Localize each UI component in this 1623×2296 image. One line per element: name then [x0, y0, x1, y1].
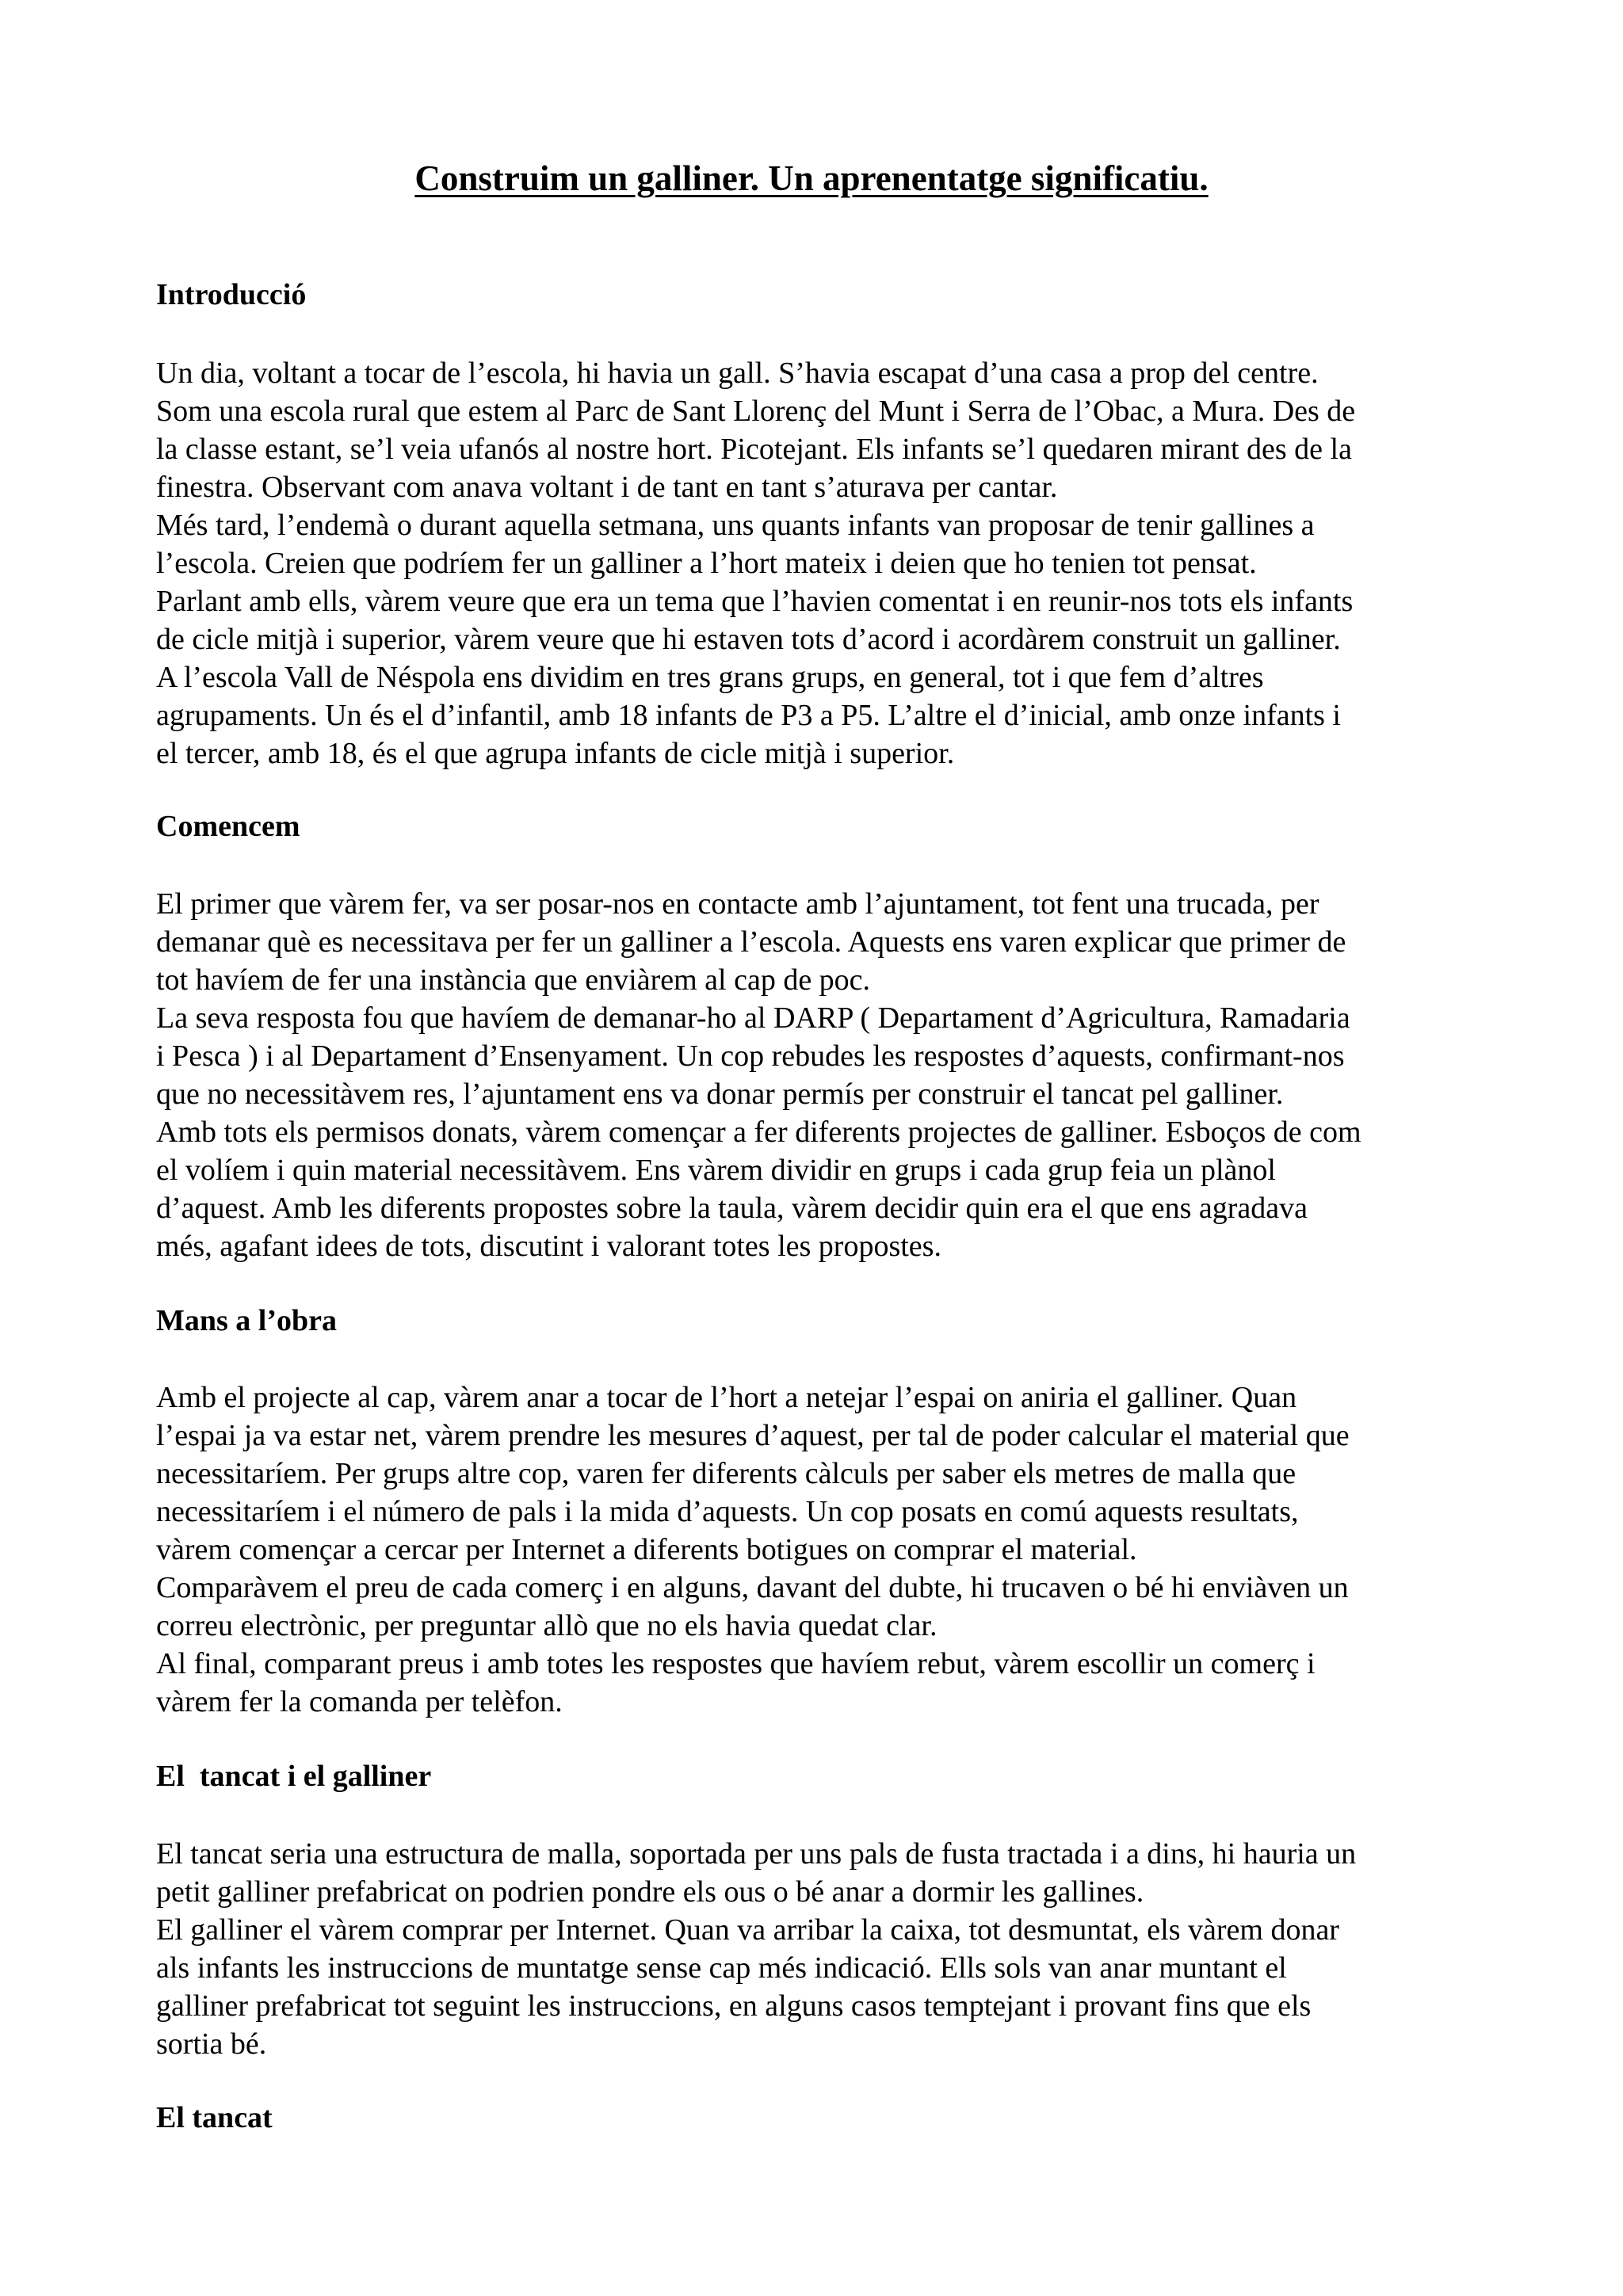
section-heading-el-tancat: El tancat: [156, 2101, 273, 2134]
paragraph-line: agrupaments. Un és el d’infantil, amb 18 infants de P3 a P5. L’altre el d’inicial, amb onze infants i: [156, 699, 1341, 732]
paragraph-line: El primer que vàrem fer, va ser posar-nos en contacte amb l’ajuntament, tot fent una trucada, per: [156, 887, 1319, 921]
section-heading-mans-a-lobra: Mans a l’obra: [156, 1304, 337, 1337]
section-body-mans-a-lobra: [156, 1379, 1503, 1721]
paragraph-line: La seva resposta fou que havíem de demanar-ho al DARP ( Departament d’Agricultura, Ramadaria: [156, 1001, 1350, 1035]
paragraph-line: finestra. Observant com anava voltant i de tant en tant s’aturava per cantar.: [156, 471, 1058, 504]
section-heading-comencem: Comencem: [156, 810, 300, 843]
paragraph-line: als infants les instruccions de muntatge sense cap més indicació. Ells sols van anar muntant el: [156, 1951, 1287, 1985]
paragraph-line: demanar què es necessitava per fer un galliner a l’escola. Aquests ens varen explicar que primer de: [156, 925, 1346, 959]
paragraph-line: necessitaríem. Per grups altre cop, varen fer diferents càlculs per saber els metres de malla que: [156, 1457, 1296, 1490]
paragraph-line: l’espai ja va estar net, vàrem prendre les mesures d’aquest, per tal de poder calcular el material que: [156, 1419, 1350, 1452]
paragraph-line: necessitaríem i el número de pals i la mida d’aquests. Un cop posats en comú aquests resultats,: [156, 1495, 1299, 1528]
paragraph-line: sortia bé.: [156, 2027, 267, 2061]
section-body-comencem: [156, 885, 1503, 1265]
paragraph-line: el volíem i quin material necessitàvem. Ens vàrem dividir en grups i cada grup feia un plànol: [156, 1154, 1276, 1187]
paragraph-line: d’aquest. Amb les diferents propostes sobre la taula, vàrem decidir quin era el que ens agradava: [156, 1192, 1308, 1225]
paragraph-line: l’escola. Creien que podríem fer un galliner a l’hort mateix i deien que ho tenien tot pensat.: [156, 547, 1257, 580]
paragraph-line: galliner prefabricat tot seguint les instruccions, en alguns casos temptejant i provant fins que els: [156, 1989, 1312, 2023]
section-heading-tancat-i-galliner: El tancat i el galliner: [156, 1760, 432, 1793]
paragraph-line: El galliner el vàrem comprar per Internet. Quan va arribar la caixa, tot desmuntat, els vàrem donar: [156, 1913, 1339, 1947]
paragraph-line: Amb tots els permisos donats, vàrem començar a fer diferents projectes de galliner. Esboços de com: [156, 1116, 1361, 1149]
paragraph-line: Més tard, l’endemà o durant aquella setmana, uns quants infants van proposar de tenir gallines a: [156, 509, 1315, 542]
paragraph-line: Parlant amb ells, vàrem veure que era un tema que l’havien comentat i en reunir-nos tots els infants: [156, 585, 1354, 618]
paragraph-line: vàrem començar a cercar per Internet a diferents botigues on comprar el material.: [156, 1533, 1137, 1566]
paragraph-line: de cicle mitjà i superior, vàrem veure que hi estaven tots d’acord i acordàrem construit un galliner.: [156, 623, 1341, 656]
paragraph-line: A l’escola Vall de Néspola ens dividim en tres grans grups, en general, tot i que fem d’altres: [156, 661, 1264, 694]
paragraph-line: petit galliner prefabricat on podrien pondre els ous o bé anar a dormir les gallines.: [156, 1875, 1144, 1909]
paragraph-line: la classe estant, se’l veia ufanós al nostre hort. Picotejant. Els infants se’l quedaren mirant des de la: [156, 433, 1352, 466]
paragraph-line: el tercer, amb 18, és el que agrupa infants de cicle mitjà i superior.: [156, 737, 955, 770]
paragraph-line: que no necessitàvem res, l’ajuntament ens va donar permís per construir el tancat pel galliner.: [156, 1077, 1284, 1111]
document-title: Construim un galliner. Un aprenentatge significatiu.: [414, 158, 1209, 198]
paragraph-line: Amb el projecte al cap, vàrem anar a tocar de l’hort a netejar l’espai on aniria el galliner. Quan: [156, 1381, 1297, 1414]
paragraph-line: tot havíem de fer una instància que enviàrem al cap de poc.: [156, 963, 871, 997]
paragraph-line: correu electrònic, per preguntar allò que no els havia quedat clar.: [156, 1609, 938, 1642]
section-body-tancat-i-galliner: [156, 1835, 1503, 2063]
paragraph-line: Un dia, voltant a tocar de l’escola, hi havia un gall. S’havia escapat d’una casa a prop del centre.: [156, 357, 1319, 390]
paragraph-line: Al final, comparant preus i amb totes les respostes que havíem rebut, vàrem escollir un comerç i: [156, 1647, 1316, 1680]
paragraph-line: i Pesca ) i al Departament d’Ensenyament. Un cop rebudes les respostes d’aquests, confirmant-nos: [156, 1039, 1345, 1073]
paragraph-line: El tancat seria una estructura de malla, soportada per uns pals de fusta tractada i a dins, hi hauria un: [156, 1837, 1357, 1871]
paragraph-line: vàrem fer la comanda per telèfon.: [156, 1685, 563, 1718]
paragraph-line: Som una escola rural que estem al Parc de Sant Llorenç del Munt i Serra de l’Obac, a Mura. Des de: [156, 395, 1356, 428]
paragraph-line: Comparàvem el preu de cada comerç i en alguns, davant del dubte, hi trucaven o bé hi enviàven un: [156, 1571, 1349, 1604]
paragraph-line: més, agafant idees de tots, discutint i valorant totes les propostes.: [156, 1230, 941, 1263]
section-body-introduccio: [156, 354, 1503, 772]
section-heading-introduccio: Introducció: [156, 278, 307, 311]
